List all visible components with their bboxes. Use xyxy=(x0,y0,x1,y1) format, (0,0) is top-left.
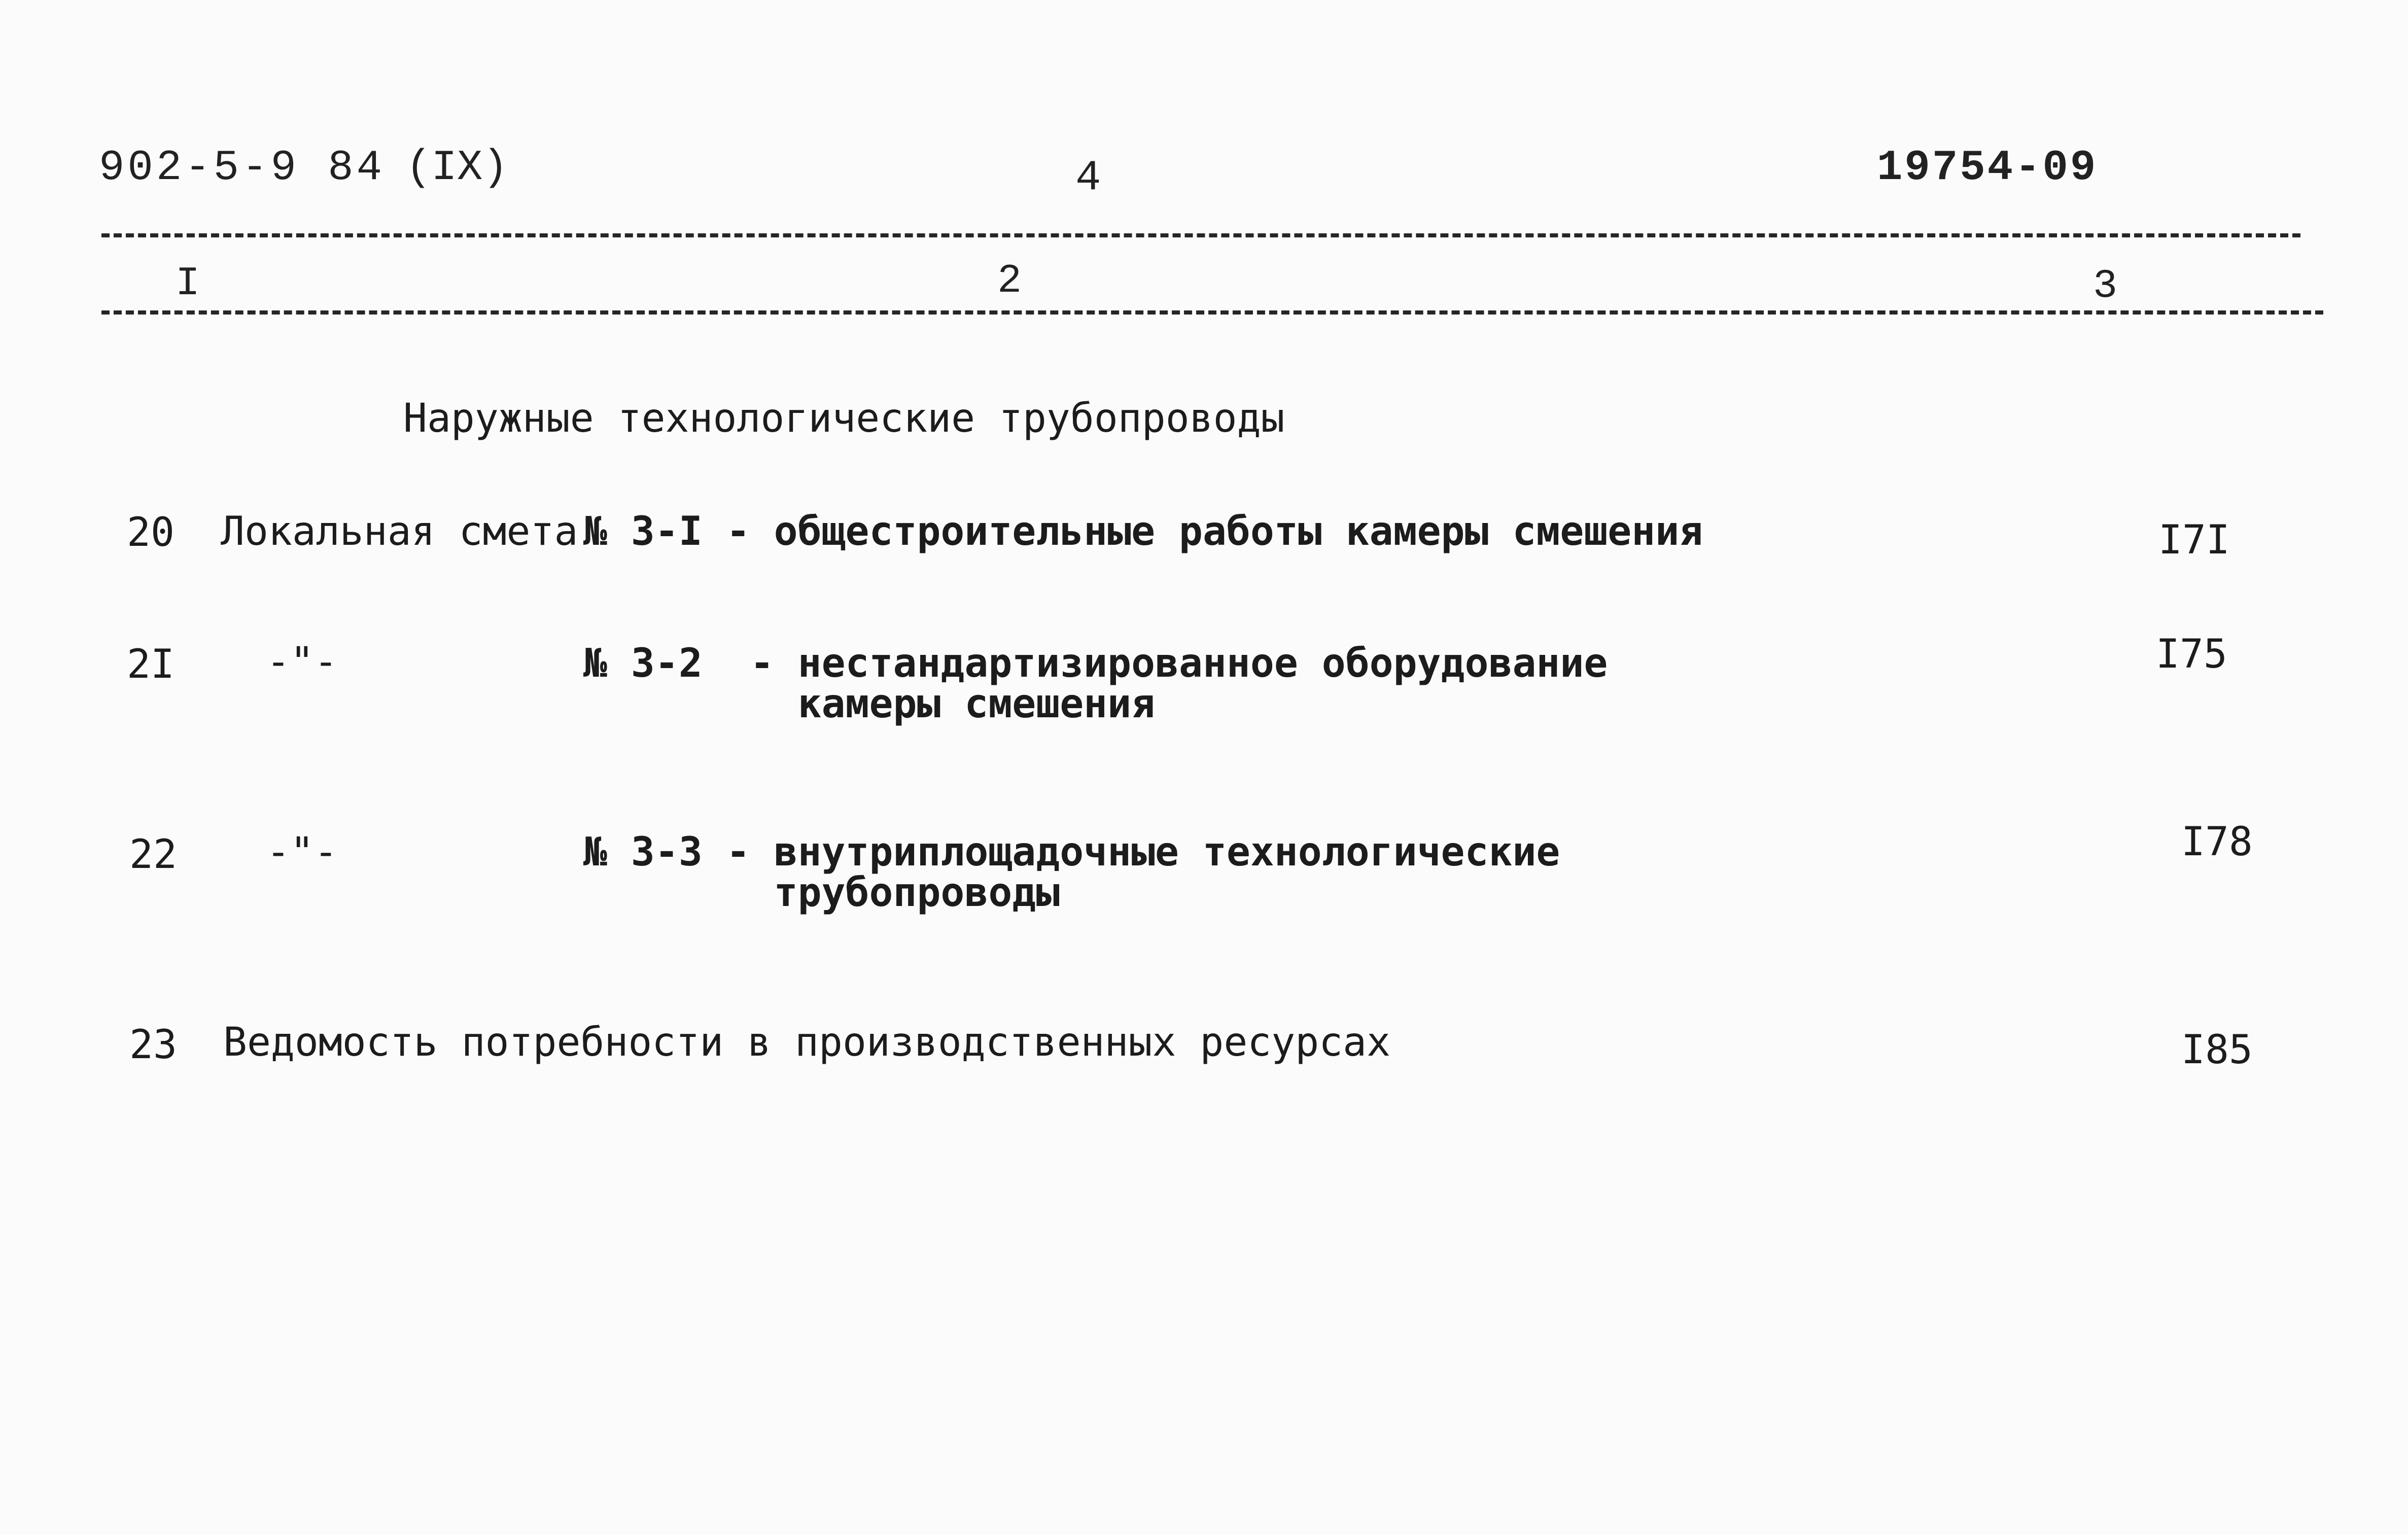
header-divider xyxy=(101,233,2300,237)
entry-description: -"- xyxy=(266,639,338,685)
entry-number: 23 xyxy=(129,1022,177,1068)
column-number-3: 3 xyxy=(2090,266,2120,307)
entry-number: 22 xyxy=(129,832,177,878)
entry-description: Ведомость потребности в производственных ресурсах xyxy=(223,1020,1391,1065)
column-number-2: 2 xyxy=(994,261,1025,302)
doc-code: 19754-09 xyxy=(1877,144,2098,192)
entry-number: 2I xyxy=(127,642,175,687)
entry-reference: № 3-2 - нестандартизированное оборудование камеры смешения xyxy=(583,641,1608,727)
entry-description: Локальная смета xyxy=(221,509,578,554)
doc-number: 902-5-9 84 xyxy=(99,144,386,192)
column-number-1: I xyxy=(172,264,203,304)
entry-page: I7I xyxy=(2158,517,2230,563)
entry-reference: № 3-3 - внутриплощадочные технологические трубопроводы xyxy=(583,829,1560,916)
page-number: 4 xyxy=(1075,154,1101,202)
entry-page: I78 xyxy=(2181,819,2253,865)
entry-page: I85 xyxy=(2181,1027,2253,1073)
column-header-divider xyxy=(101,310,2323,315)
entry-reference: № 3-I - общестроительные работы камеры смешения xyxy=(583,509,1703,554)
entry-number: 20 xyxy=(127,510,175,555)
volume-label: (IX) xyxy=(406,144,508,192)
entry-description: -"- xyxy=(266,829,338,875)
section-title: Наружные технологические трубопроводы xyxy=(403,396,1285,441)
entry-page: I75 xyxy=(2156,632,2227,677)
